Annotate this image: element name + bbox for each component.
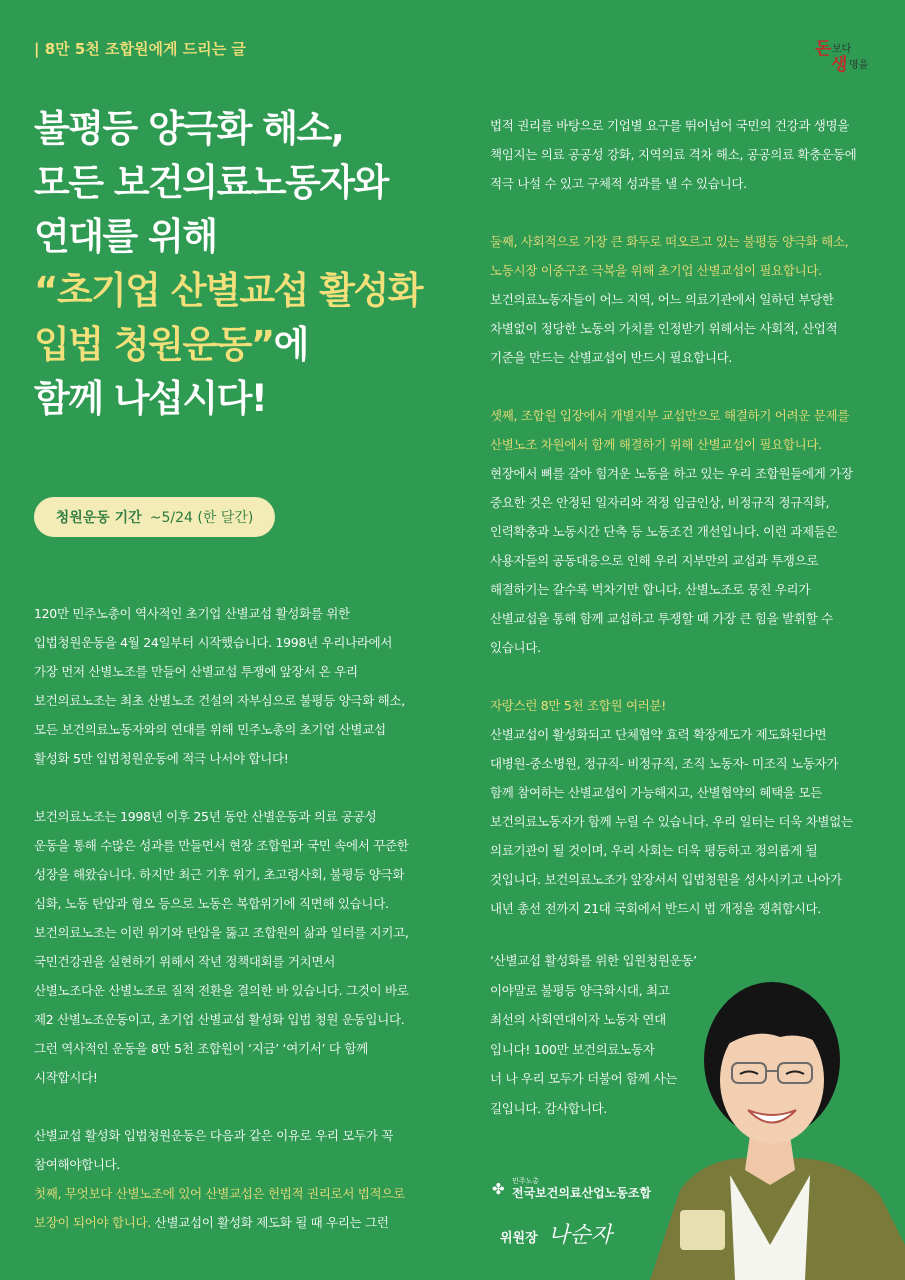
text-line: 책임지는 의료 공공성 강화, 지역의료 격차 해소, 공공의료 확충운동에 <box>490 147 857 162</box>
text-line: 가장 먼저 산별노조를 만들어 산별교섭 투쟁에 앞장서 온 우리 <box>34 664 358 679</box>
text-line: 현장에서 뼈를 갈아 힘겨운 노동을 하고 있는 우리 조합원들에게 가장 <box>490 466 853 481</box>
text-line: 보장이 되어야 합니다. 산별교섭이 활성화 제도화 될 때 우리는 그런 <box>34 1215 389 1230</box>
text-line: 자랑스런 8만 5천 조합원 여러분! <box>490 698 667 713</box>
closing-line: ‘산별교섭 활성화를 위한 입원청원운동’ <box>490 953 697 968</box>
headline-line-6: 함께 나섭시다! <box>34 377 267 420</box>
text-line: 심화, 노동 탄압과 혐오 등으로 노동은 복합위기에 직면해 있습니다. <box>34 896 389 911</box>
text-line: 함께 참여하는 산별교섭이 가능해지고, 산별협약의 혜택을 모든 <box>490 785 822 800</box>
text-line: 모든 보건의료노동자와의 연대를 위해 민주노총의 초기업 산별교섭 <box>34 722 386 737</box>
closing-line: 길입니다. 감사합니다. <box>490 1100 607 1116</box>
period-label: 청원운동 기간 <box>55 510 142 526</box>
signature <box>500 1218 612 1249</box>
text-line: 보건의료노동자들이 어느 지역, 어느 의료기관에서 일하던 부당한 <box>490 292 834 307</box>
header-tag: | 8만 5천 조합원에게 드리는 글 <box>34 40 246 58</box>
text-line <box>34 773 464 802</box>
text-line <box>490 198 890 227</box>
closing-line: 최선의 사회연대이자 노동자 연대 <box>490 1012 666 1027</box>
text-line <box>490 662 890 691</box>
period-value: ~5/24 (한 달간) <box>149 510 254 526</box>
org-small: 민주노총 <box>512 1177 540 1185</box>
text-line: 산별교섭 활성화 입법청원운동은 다음과 같은 이유로 우리 모두가 꼭 <box>34 1128 394 1143</box>
text-line: 산별노조 차원에서 함께 해결하기 위해 산별교섭이 필요합니다. <box>490 437 822 452</box>
text-line: 성장을 해왔습니다. 하지만 최근 기후 위기, 초고령사회, 불평등 양극화 <box>34 867 405 882</box>
signer-name: 나순자 <box>548 1223 612 1248</box>
closing-line: 너 나 우리 모두가 더불어 함께 사는 <box>490 1071 677 1086</box>
text-line: 운동을 통해 수많은 성과를 만들면서 현장 조합원과 국민 속에서 꾸준한 <box>34 838 409 853</box>
closing-line: 이야말로 불평등 양극화시대, 최고 <box>490 982 670 998</box>
text-line: 노동시장 이중구조 극복을 위해 초기업 산별교섭이 필요합니다. <box>490 263 822 278</box>
text-line: 있습니다. <box>490 640 541 655</box>
closing-line: 입니다! 100만 보건의료노동자 <box>490 1041 655 1057</box>
text-line: 그런 역사적인 운동을 8만 5천 조합원이 ‘지금’ ‘여기서’ 다 함께 <box>34 1041 368 1056</box>
text-line: 해결하기는 갈수록 벅차기만 합니다. 산별노조로 뭉친 우리가 <box>490 582 811 597</box>
text-line: 적극 나설 수 있고 구체적 성과를 낼 수 있습니다. <box>490 176 747 191</box>
text-line: 산별교섭을 통해 함께 교섭하고 투쟁할 때 가장 큰 힘을 발휘할 수 <box>490 611 833 626</box>
text-line: 보건의료노조는 최초 산별노조 건설의 자부심으로 불평등 양극화 해소, <box>34 693 405 708</box>
text-line: 보건의료노동자가 함께 누릴 수 있습니다. 우리 일터는 더욱 차별없는 <box>490 814 853 829</box>
text-line: 보건의료노조는 이런 위기와 탄압을 뚫고 조합원의 삶과 일터를 지키고, <box>34 925 409 940</box>
text-line: 참여해야합니다. <box>34 1157 121 1172</box>
headline-line-1: 불평등 양극화 해소, <box>34 107 344 150</box>
text-line: 산별노조다운 산별노조로 질적 전환을 결의한 바 있습니다. 그것이 바로 <box>34 983 409 998</box>
text-line: 중요한 것은 안정된 일자리와 적정 임금인상, 비정규직 정규직화, <box>490 495 830 510</box>
text-line: 둘째, 사회적으로 가장 큰 화두로 떠오르고 있는 불평등 양극화 해소, <box>490 234 849 249</box>
left-column <box>34 599 464 1237</box>
text-line: 기준을 만드는 산별교섭이 반드시 필요합니다. <box>490 350 733 365</box>
headline-line-2: 모든 보건의료노동자와 <box>34 161 388 204</box>
text-line: 제2 산별노조운동이고, 초기업 산별교섭 활성화 입법 청원 운동입니다. <box>34 1012 405 1027</box>
headline-line-5: 입법 청원운동”에 <box>34 323 308 366</box>
text-line: 산별교섭이 활성화되고 단체협약 효력 확장제도가 제도화된다면 <box>490 727 827 742</box>
union-logo-icon: ✤ <box>492 1180 505 1198</box>
text-line: 보건의료노조는 1998년 이후 25년 동안 산별운동과 의료 공공성 <box>34 809 377 824</box>
text-line: 활성화 5만 입법청원운동에 적극 나서야 합니다! <box>34 751 289 766</box>
period-badge <box>34 497 275 537</box>
text-line: 시작합시다! <box>34 1070 98 1085</box>
org-name: 전국보건의료산업노동조합 <box>512 1186 652 1200</box>
text-line: 것입니다. 보건의료노조가 앞장서서 입법청원을 성사시키고 나아가 <box>490 872 842 887</box>
text-line: 대병원-중소병원, 정규직- 비정규직, 조직 노동자- 미조직 노동자가 <box>490 756 839 771</box>
page-title <box>34 102 474 426</box>
text-line: 입법청원운동을 4월 24일부터 시작했습니다. 1998년 우리나라에서 <box>34 635 393 650</box>
right-column <box>490 111 890 923</box>
text-line: 의료기관이 될 것이며, 우리 사회는 더욱 평등하고 정의롭게 될 <box>490 843 818 858</box>
text-line: 내년 총선 전까지 21대 국회에서 반드시 법 개정을 쟁취합시다. <box>490 901 821 916</box>
text-line: 차별없이 정당한 노동의 가치를 인정받기 위해서는 사회적, 산업적 <box>490 321 838 336</box>
text-line: 법적 권리를 바탕으로 기업별 요구를 뛰어넘어 국민의 건강과 생명을 <box>490 118 850 133</box>
signer-title: 위원장 <box>500 1231 538 1246</box>
text-line: 첫째, 무엇보다 산별노조에 있어 산별교섭은 헌법적 권리로서 법적으로 <box>34 1186 405 1201</box>
text-line: 사용자들의 공동대응으로 인해 우리 지부만의 교섭과 투쟁으로 <box>490 553 819 568</box>
text-line: 셋째, 조합원 입장에서 개별지부 교섭만으로 해결하기 어려운 문제를 <box>490 408 850 423</box>
text-line: 국민건강권을 실현하기 위해서 작년 정책대회를 거치면서 <box>34 954 335 969</box>
headline-line-4: “초기업 산별교섭 활성화 <box>34 269 422 312</box>
text-line: 120만 민주노총이 역사적인 초기업 산별교섭 활성화를 위한 <box>34 606 350 621</box>
text-line: 인력확충과 노동시간 단축 등 노동조건 개선입니다. 이런 과제들은 <box>490 524 838 539</box>
text-line <box>34 1092 464 1121</box>
campaign-logo: 돈 보다 생 명을 <box>815 39 869 75</box>
portrait-photo <box>640 945 905 1280</box>
text-line <box>490 372 890 401</box>
headline-line-3: 연대를 위해 <box>34 215 217 258</box>
